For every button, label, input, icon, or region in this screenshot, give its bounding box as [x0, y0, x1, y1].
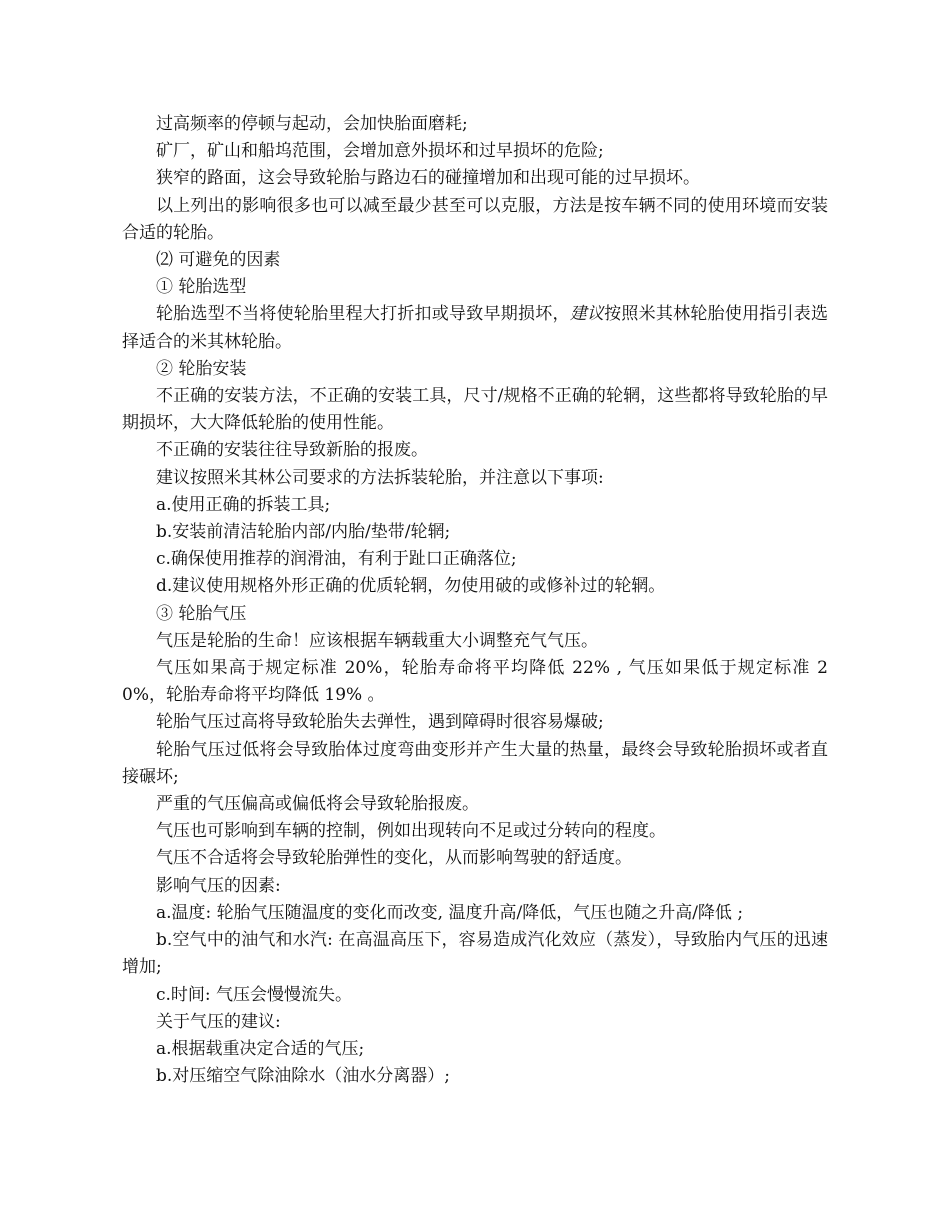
subsection-heading: ② 轮胎安装	[156, 358, 247, 379]
paragraph	[122, 301, 828, 355]
paragraph: 气压也可影响到车辆的控制，例如出现转向不足或过分转向的程度。	[156, 821, 666, 842]
list-item: b.安装前清洁轮胎内部/内胎/垫带/轮辋;	[156, 522, 451, 543]
list-item: a.温度: 轮胎气压随温度的变化而改变, 温度升高/降低，气压也随之升高/降低 ;	[156, 902, 744, 923]
paragraph: 气压如果高于规定标准 20%，轮胎寿命将平均降低 22% , 气压如果低于规定标准 20%，轮胎寿命将平均降低 19% 。	[122, 658, 828, 706]
paragraph: 轮胎气压过高将导致轮胎失去弹性，遇到障碍时很容易爆破;	[156, 712, 604, 733]
paragraph: 建议按照米其林公司要求的方法拆装轮胎，并注意以下事项:	[156, 467, 604, 488]
paragraph-text: 轮胎选型不当将使轮胎里程大打折扣或导致早期损坏，	[156, 304, 570, 325]
paragraph: 影响气压的因素:	[156, 875, 281, 896]
list-item: a.根据载重决定合适的气压;	[156, 1038, 365, 1059]
paragraph: 关于气压的建议:	[156, 1011, 281, 1032]
paragraph: 不正确的安装往往导致新胎的报废。	[156, 440, 428, 461]
list-item: c.确保使用推荐的润滑油，有利于趾口正确落位;	[156, 549, 517, 570]
section-heading: ⑵ 可避免的因素	[156, 250, 281, 271]
paragraph-text: 按照米其林轮胎使用指引表选择适合的米其林轮胎。	[122, 304, 829, 352]
paragraph: 气压不合适将会导致轮胎弹性的变化，从而影响驾驶的舒适度。	[156, 848, 632, 869]
paragraph: 气压是轮胎的生命！应该根据车辆载重大小调整充气气压。	[156, 630, 598, 651]
list-item: d.建议使用规格外形正确的优质轮辋，勿使用破的或修补过的轮辋。	[156, 576, 666, 597]
list-item: a.使用正确的拆装工具;	[156, 494, 331, 515]
subsection-heading: ① 轮胎选型	[156, 277, 247, 298]
paragraph: 狭窄的路面，这会导致轮胎与路边石的碰撞增加和出现可能的过早损坏。	[156, 168, 700, 189]
document-body	[122, 111, 828, 1090]
subsection-heading: ③ 轮胎气压	[156, 603, 247, 624]
paragraph: 严重的气压偏高或偏低将会导致轮胎报废。	[156, 794, 479, 815]
paragraph: 以上列出的影响很多也可以减至最少甚至可以克服，方法是按车辆不同的使用环境而安装合适的轮胎。	[122, 195, 828, 243]
list-item: b.对压缩空气除油除水（油水分离器）;	[156, 1066, 451, 1087]
paragraph: 不正确的安装方法，不正确的安装工具，尺寸/规格不正确的轮辋，这些都将导致轮胎的早期损坏，大大降低轮胎的使用性能。	[122, 386, 828, 434]
paragraph: 轮胎气压过低将会导致胎体过度弯曲变形并产生大量的热量，最终会导致轮胎损坏或者直接碾坏;	[122, 739, 828, 787]
list-item: c.时间: 气压会慢慢流失。	[156, 984, 353, 1005]
list-item: b.空气中的油气和水汽: 在高温高压下，容易造成汽化效应（蒸发），导致胎内气压的迅速增加;	[122, 930, 828, 978]
paragraph: 过高频率的停顿与起动，会加快胎面磨耗;	[156, 114, 468, 134]
emphasis-text: 建议	[569, 304, 605, 325]
paragraph: 矿厂，矿山和船坞范围，会增加意外损坏和过早损坏的危险;	[156, 141, 604, 162]
